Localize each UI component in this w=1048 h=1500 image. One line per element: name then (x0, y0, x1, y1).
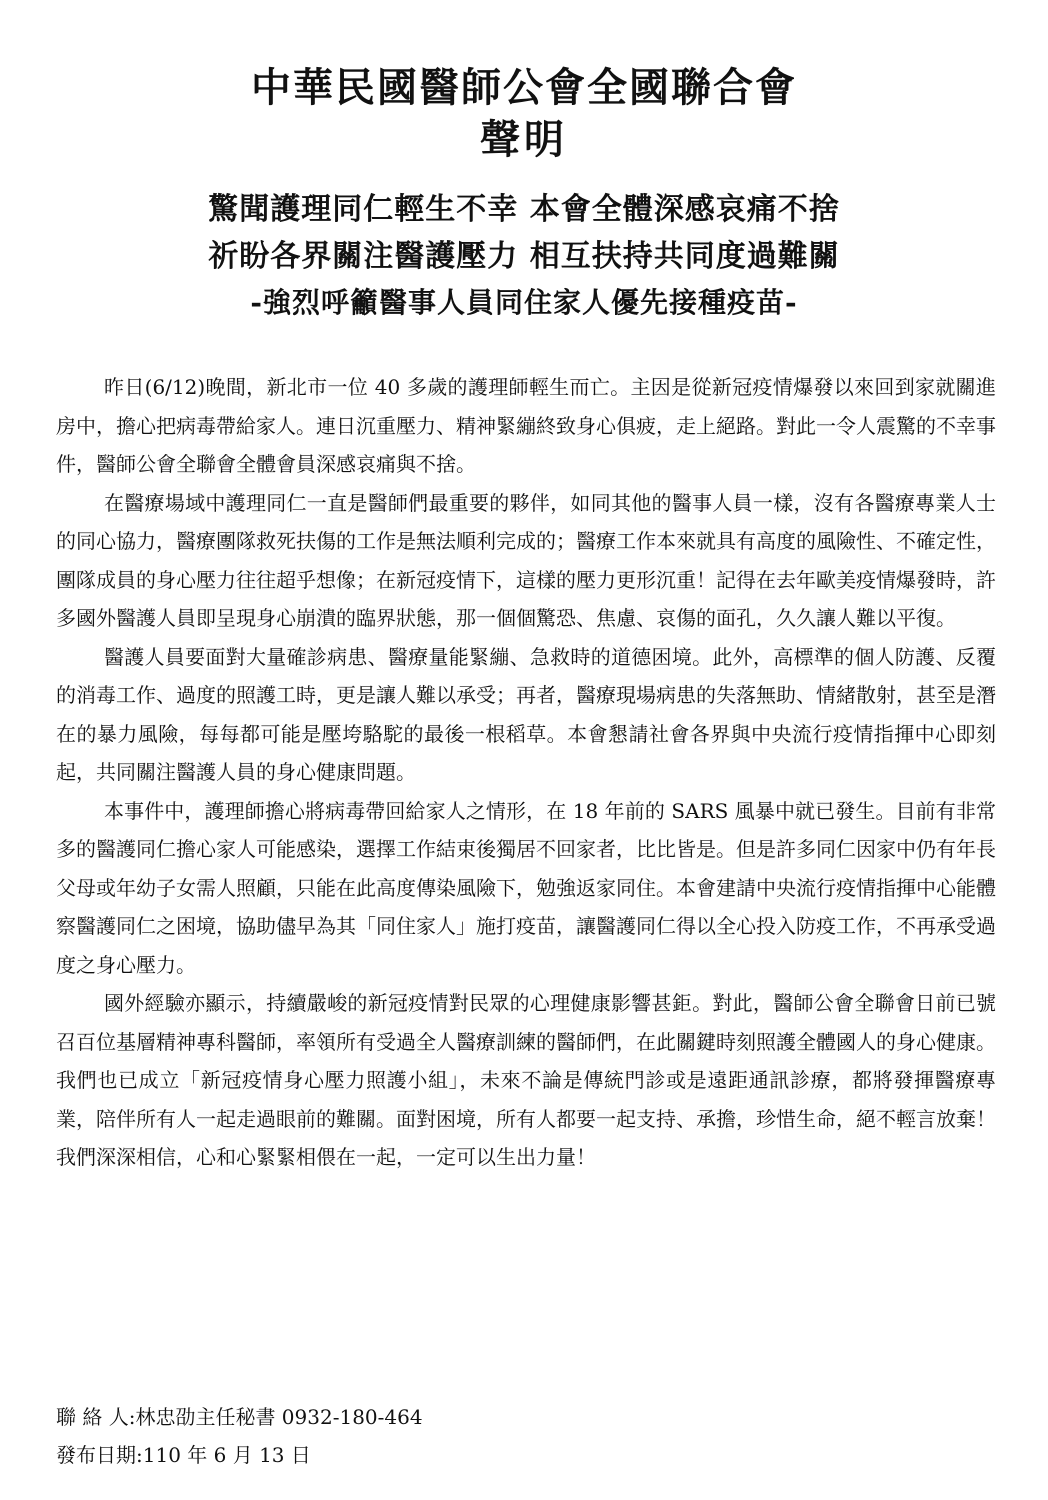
date-label: 發布日期: (56, 1443, 143, 1467)
contact-label: 聯 絡 人: (56, 1405, 136, 1429)
release-date-line (56, 1436, 956, 1474)
organization-title: 中華民國醫師公會全國聯合會 (251, 64, 797, 111)
document-type-title: 聲明 (480, 116, 568, 163)
footer-info (56, 1398, 956, 1474)
headline-line-1: 驚聞護理同仁輕生不幸 本會全體深感哀痛不捨 (208, 192, 840, 227)
headline-subtitle: -強烈呼籲醫事人員同住家人優先接種疫苗- (250, 286, 798, 319)
date-value: 110 年 6 月 13 日 (142, 1443, 311, 1467)
headline-line-2: 祈盼各界關注醫護壓力 相互扶持共同度過難關 (208, 239, 840, 274)
contact-value: 林忠劭主任秘書 0932-180-464 (135, 1405, 423, 1429)
paragraph: 在醫療場域中護理同仁一直是醫師們最重要的夥伴，如同其他的醫事人員一樣，沒有各醫療專業人士的同心協力，醫療團隊救死扶傷的工作是無法順利完成的；醫療工作本來就具有高度的風險性、不確定性，團隊成員的身心壓力往往超乎想像；在新冠疫情下，這樣的壓力更形沉重！記得在去年歐美疫情爆發時，許多國外醫護人員即呈現身心崩潰的臨界狀態，那一個個驚恐、焦慮、哀傷的面孔，久久讓人難以平復。 (56, 490, 996, 630)
paragraph: 昨日(6/12)晚間，新北市一位 40 多歲的護理師輕生而亡。主因是從新冠疫情爆發以來回到家就關進房中，擔心把病毒帶給家人。連日沉重壓力、精神緊繃終致身心俱疲，走上絕路。對此一令人震驚的不幸事件，醫師公會全聯會全體會員深感哀痛與不捨。 (56, 375, 996, 476)
paragraph: 本事件中，護理師擔心將病毒帶回給家人之情形，在 18 年前的 SARS 風暴中就已發生。目前有非常多的醫護同仁擔心家人可能感染，選擇工作結束後獨居不回家者，比比皆是。但是許多同仁因家中仍有年長父母或年幼子女需人照顧，只能在此高度傳染風險下，勉強返家同住。本會建請中央流行疫情指揮中心能體察醫護同仁之困境，協助儘早為其「同住家人」施打疫苗，讓醫護同仁得以全心投入防疫工作，不再承受過度之身心壓力。 (56, 798, 996, 977)
contact-line (56, 1398, 956, 1436)
paragraph: 醫護人員要面對大量確診病患、醫療量能緊繃、急救時的道德困境。此外，高標準的個人防護、反覆的消毒工作、過度的照護工時，更是讓人難以承受；再者，醫療現場病患的失落無助、情緒散射，甚至是潛在的暴力風險，每每都可能是壓垮駱駝的最後一根稻草。本會懇請社會各界與中央流行疫情指揮中心即刻起，共同關注醫護人員的身心健康問題。 (56, 644, 996, 784)
paragraph: 國外經驗亦顯示，持續嚴峻的新冠疫情對民眾的心理健康影響甚鉅。對此，醫師公會全聯會日前已號召百位基層精神專科醫師，率領所有受過全人醫療訓練的醫師們，在此關鍵時刻照護全體國人的身心健康。我們也已成立「新冠疫情身心壓力照護小組」，未來不論是傳統門診或是遠距通訊診療，都將發揮醫療專業，陪伴所有人一起走過眼前的難關。面對困境，所有人都要一起支持、承擔，珍惜生命，絕不輕言放棄！我們深深相信，心和心緊緊相偎在一起，一定可以生出力量！ (56, 991, 996, 1169)
statement-body (56, 368, 996, 1177)
